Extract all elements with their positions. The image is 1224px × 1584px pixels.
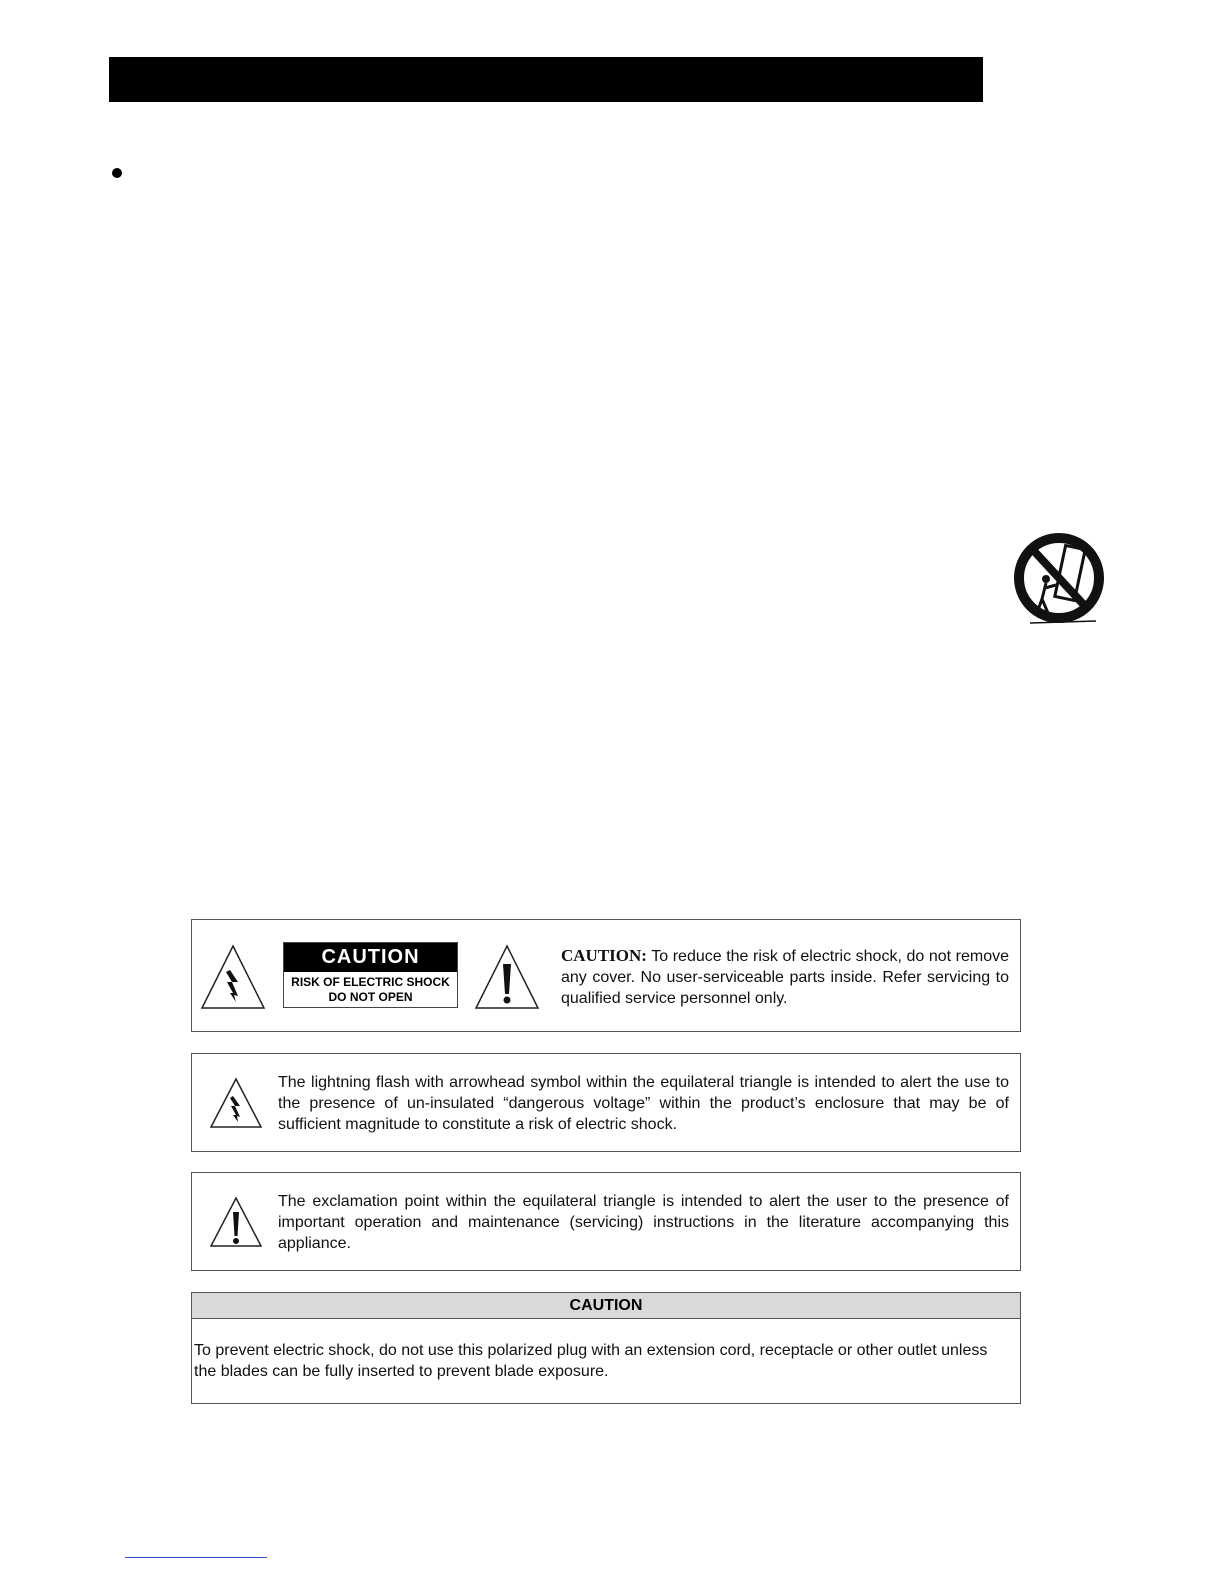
- section-title-bar: [109, 57, 983, 102]
- lightning-triangle-icon: [200, 944, 266, 1010]
- caution-panel: [191, 919, 1021, 1032]
- caution-body: To reduce the risk of electric shock, do not remove any cover. No user-serviceable parts inside. Refer servicing to qualified service personnel only.: [561, 948, 1010, 1007]
- caution-label-title: CAUTION: [284, 943, 457, 972]
- exclamation-triangle-icon: [474, 944, 540, 1010]
- caution-label-line2: DO NOT OPEN: [328, 990, 413, 1004]
- caution-text: [561, 945, 1009, 1009]
- plug-caution-panel: [191, 1292, 1021, 1404]
- lightning-triangle-icon: [209, 1077, 263, 1129]
- exclamation-triangle-icon: [209, 1196, 263, 1248]
- exclamation-text: The exclamation point within the equilateral triangle is intended to alert the user to the presence of important operation and maintenance (servicing) instructions in the literature accompanying this appliance.: [278, 1193, 1009, 1252]
- caution-label: [283, 942, 458, 1008]
- plug-caution-header: CAUTION: [192, 1293, 1020, 1319]
- footer-rule: [125, 1557, 267, 1558]
- bullet-point: [112, 168, 122, 178]
- lightning-panel: [191, 1053, 1021, 1152]
- cart-tip-over-icon: [1012, 533, 1106, 627]
- lightning-text: The lightning flash with arrowhead symbol within the equilateral triangle is intended to alert the use to the presence of un-insulated “dangerous voltage” within the product’s enclosure that may be of sufficient magnitude to constitute a risk of electric shock.: [278, 1074, 1009, 1133]
- caution-label-line1: RISK OF ELECTRIC SHOCK: [291, 975, 450, 989]
- exclamation-panel: [191, 1172, 1021, 1271]
- plug-caution-text: To prevent electric shock, do not use this polarized plug with an extension cord, receptacle or other outlet unless the blades can be fully inserted to prevent blade exposure.: [194, 1342, 988, 1380]
- caution-lead: CAUTION:: [561, 946, 647, 965]
